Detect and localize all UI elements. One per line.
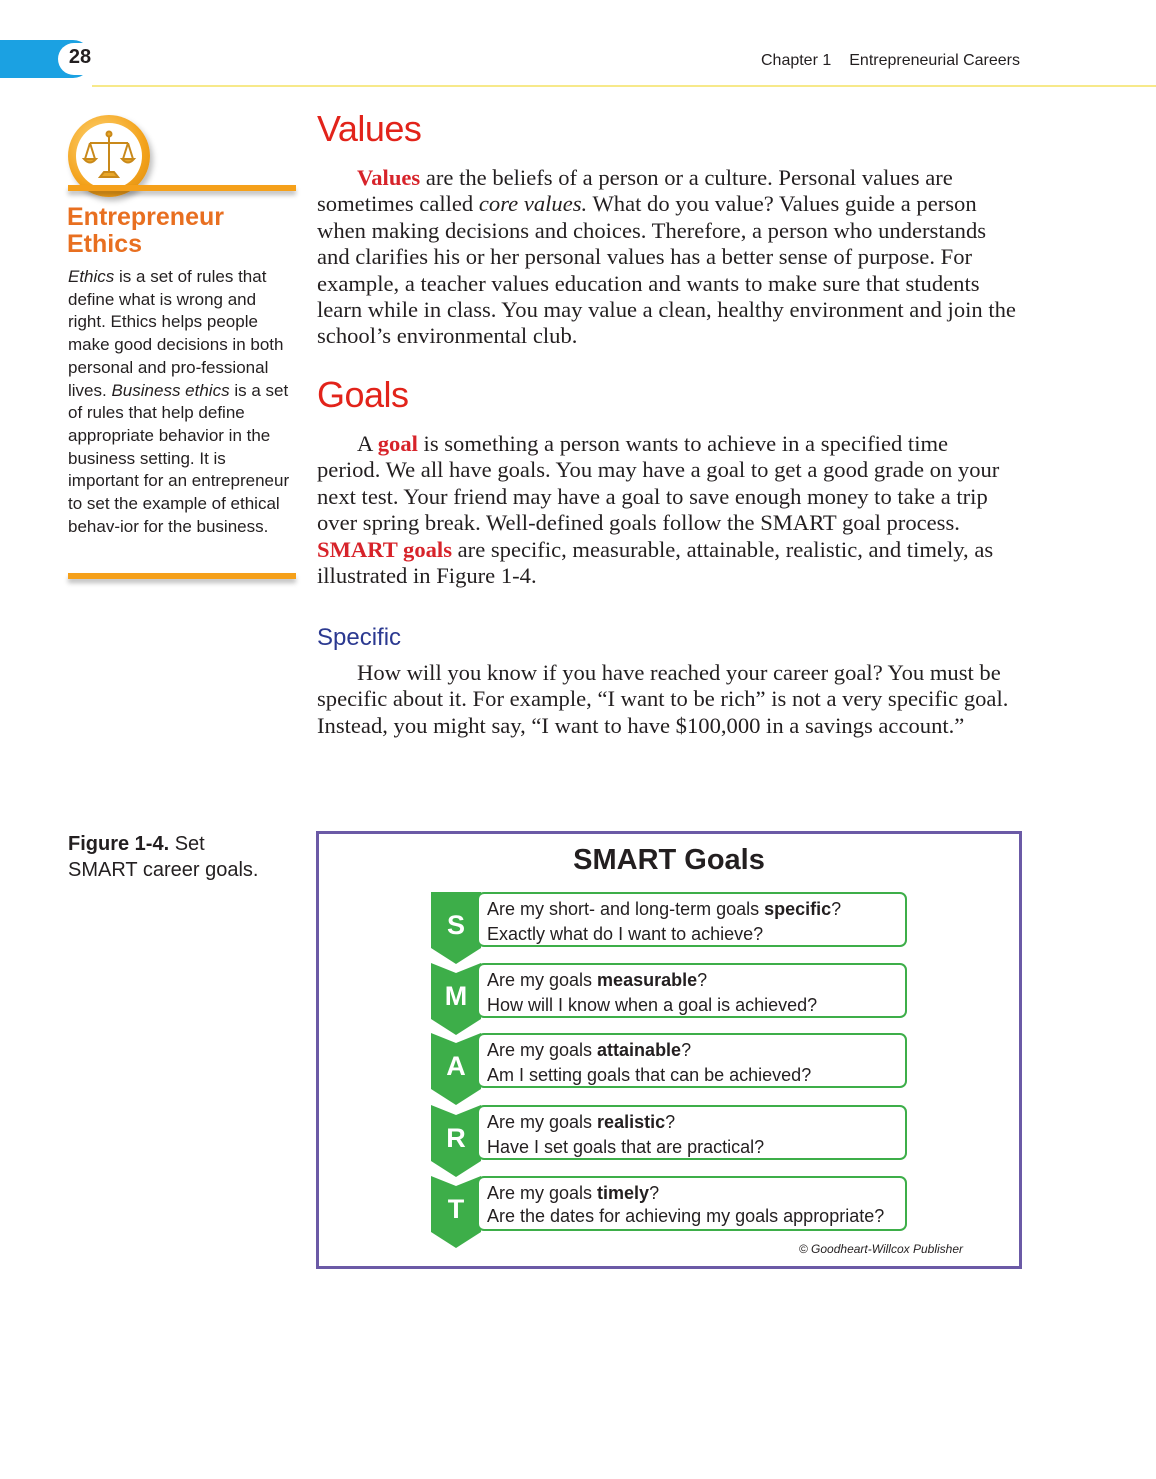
values-heading: Values xyxy=(317,108,422,149)
chapter-number: Chapter 1 xyxy=(760,52,832,69)
smart-question xyxy=(487,898,841,920)
smart-letter: S xyxy=(446,910,465,940)
smart-row-s xyxy=(431,892,909,962)
goals-heading: Goals xyxy=(317,374,409,415)
running-header xyxy=(761,52,1020,70)
smart-row-r xyxy=(431,1105,909,1175)
smart-goals-term: SMART goals xyxy=(317,536,452,562)
question-mark: ? xyxy=(665,1112,676,1132)
smart-row-m xyxy=(431,963,909,1033)
smart-subquestion: Are the dates for achieving my goals appropriate? xyxy=(487,1206,885,1226)
sidebar-term-business-ethics: Business ethics xyxy=(111,380,230,400)
smart-card xyxy=(477,1176,907,1231)
specific-heading: Specific xyxy=(317,624,402,651)
sidebar-title-line2: Ethics xyxy=(67,230,143,258)
smart-goals-figure xyxy=(316,831,1022,1269)
values-paragraph xyxy=(317,165,1017,350)
smart-card xyxy=(477,1105,907,1160)
question-keyword: specific xyxy=(764,899,832,919)
header-rule xyxy=(92,85,1156,87)
smart-row-a xyxy=(431,1033,909,1103)
values-term: Values xyxy=(357,165,421,190)
smart-question xyxy=(487,969,707,991)
question-text: Are my goals xyxy=(487,1112,598,1132)
sidebar-text-1: is a set of rules that define what is wrong and right. Ethics helps people make good decisions in both personal and pro-fessional lives. xyxy=(68,267,284,400)
smart-card xyxy=(477,963,907,1018)
sidebar-divider-top xyxy=(68,185,296,191)
question-keyword: timely xyxy=(597,1183,650,1203)
specific-text: How will you know if you have reached your career goal? You must be specific about it. For example, “I want to be rich” is not a very specific goal. Instead, you might say, “I want to have $100,000 in a savings account.” xyxy=(317,660,1009,738)
question-mark: ? xyxy=(831,899,842,919)
publisher-credit: © Goodheart-Willcox Publisher xyxy=(798,1242,963,1256)
smart-question xyxy=(487,1039,691,1061)
sidebar-text-2: is a set of rules that help define appropriate behavior in the business setting. It is important for an entrepreneur to set the example of ethical behav-ior for the business. xyxy=(68,380,290,536)
figure-caption xyxy=(68,831,278,883)
goals-text-2: are specific, measurable, attainable, realistic, and timely, as illustrated in Figure 1-4. xyxy=(317,536,994,589)
question-text: Are my goals xyxy=(487,1040,598,1060)
smart-question xyxy=(487,1111,675,1133)
goal-term: goal xyxy=(377,431,418,456)
smart-letter: A xyxy=(446,1051,466,1081)
sidebar-term-ethics: Ethics xyxy=(68,267,115,286)
question-mark: ? xyxy=(697,970,708,990)
question-mark: ? xyxy=(681,1040,692,1060)
smart-subquestion: How will I know when a goal is achieved? xyxy=(487,995,818,1015)
smart-card xyxy=(477,892,907,947)
question-keyword: attainable xyxy=(597,1040,682,1060)
question-keyword: measurable xyxy=(597,970,698,990)
core-values-term: core values. xyxy=(478,191,588,217)
values-text-1: are the beliefs of a person or a culture. Personal values are sometimes called xyxy=(317,165,953,217)
question-text: Are my goals xyxy=(487,1183,598,1203)
question-text: Are my short- and long-term goals xyxy=(487,899,765,919)
chapter-title: Entrepreneurial Careers xyxy=(849,52,1020,69)
specific-paragraph xyxy=(317,660,1017,739)
smart-question xyxy=(487,1182,659,1204)
goals-lead: A xyxy=(357,431,378,456)
page-number: 28 xyxy=(68,46,92,68)
figure-caption-text: Set SMART career goals. xyxy=(68,833,259,881)
sidebar-divider-bottom xyxy=(68,573,296,579)
smart-letter: M xyxy=(444,981,468,1011)
question-keyword: realistic xyxy=(597,1112,666,1132)
smart-subquestion: Exactly what do I want to achieve? xyxy=(487,924,764,944)
sidebar-title-line1: Entrepreneur xyxy=(67,203,224,231)
smart-letter: T xyxy=(447,1194,465,1224)
smart-row-t xyxy=(431,1176,909,1246)
smart-letter: R xyxy=(446,1123,466,1153)
values-text-2: What do you value? Values guide a person when making decisions and choices. Therefore, a person who understands and clarifies his or her personal values has a better sense of purpose. For example, a teacher values education and wants to make sure that students learn while in class. You may value a clean, healthy environment and join the school’s environmental club. xyxy=(317,191,1016,349)
smart-subquestion: Have I set goals that are practical? xyxy=(487,1137,765,1157)
goals-paragraph xyxy=(317,431,1017,589)
question-mark: ? xyxy=(649,1183,660,1203)
question-text: Are my goals xyxy=(487,970,598,990)
figure-label: Figure 1-4. xyxy=(68,833,170,855)
goals-text-1: is something a person wants to achieve in a specified time period. We all have goals. You may have a goal to get a good grade on your next test. Your friend may have a goal to save enough money to take a trip over spring break. Well-defined goals follow the SMART goal process. xyxy=(317,431,1000,536)
sidebar-body xyxy=(68,266,296,538)
smart-card xyxy=(477,1033,907,1088)
smart-subquestion: Am I setting goals that can be achieved? xyxy=(487,1065,812,1085)
figure-title: SMART Goals xyxy=(573,844,765,876)
sidebar-title xyxy=(67,204,297,258)
